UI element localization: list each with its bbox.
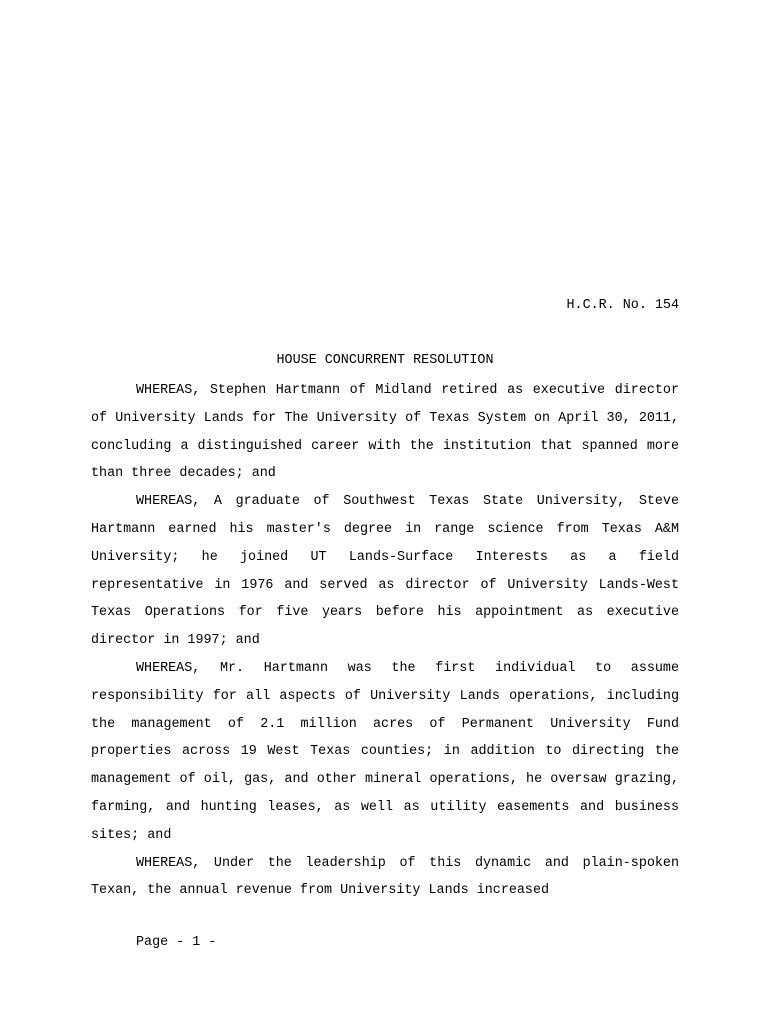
whereas-paragraph-3: WHEREAS, Mr. Hartmann was the first individual to assume responsibility for all aspects of University Lands operations, including the management of 2.1 million acres of Permanent University Fund properties across 19 West Texas counties; in addition to directing the management of oil, gas, and other mineral operations, he oversaw grazing, farming, and hunting leases, as well as utility easements and business sites; and	[91, 660, 679, 843]
page-number: Page - 1 -	[136, 935, 217, 950]
whereas-paragraph-4: WHEREAS, Under the leadership of this dynamic and plain-spoken Texan, the annual revenue from University Lands increased	[91, 855, 679, 899]
whereas-paragraph-1: WHEREAS, Stephen Hartmann of Midland retired as executive director of University Lands for The University of Texas System on April 30, 2011, concluding a distinguished career with the institution that spanned more than three decades; and	[91, 383, 679, 482]
resolution-body	[91, 377, 679, 905]
whereas-paragraph-2: WHEREAS, A graduate of Southwest Texas State University, Steve Hartmann earned his master's degree in range science from Texas A&M University; he joined UT Lands-Surface Interests as a field representative in 1976 and served as director of University Lands-West Texas Operations for five years before his appointment as executive director in 1997; and	[91, 494, 679, 649]
bill-number: H.C.R. No. 154	[566, 298, 679, 313]
resolution-title: HOUSE CONCURRENT RESOLUTION	[276, 353, 494, 368]
